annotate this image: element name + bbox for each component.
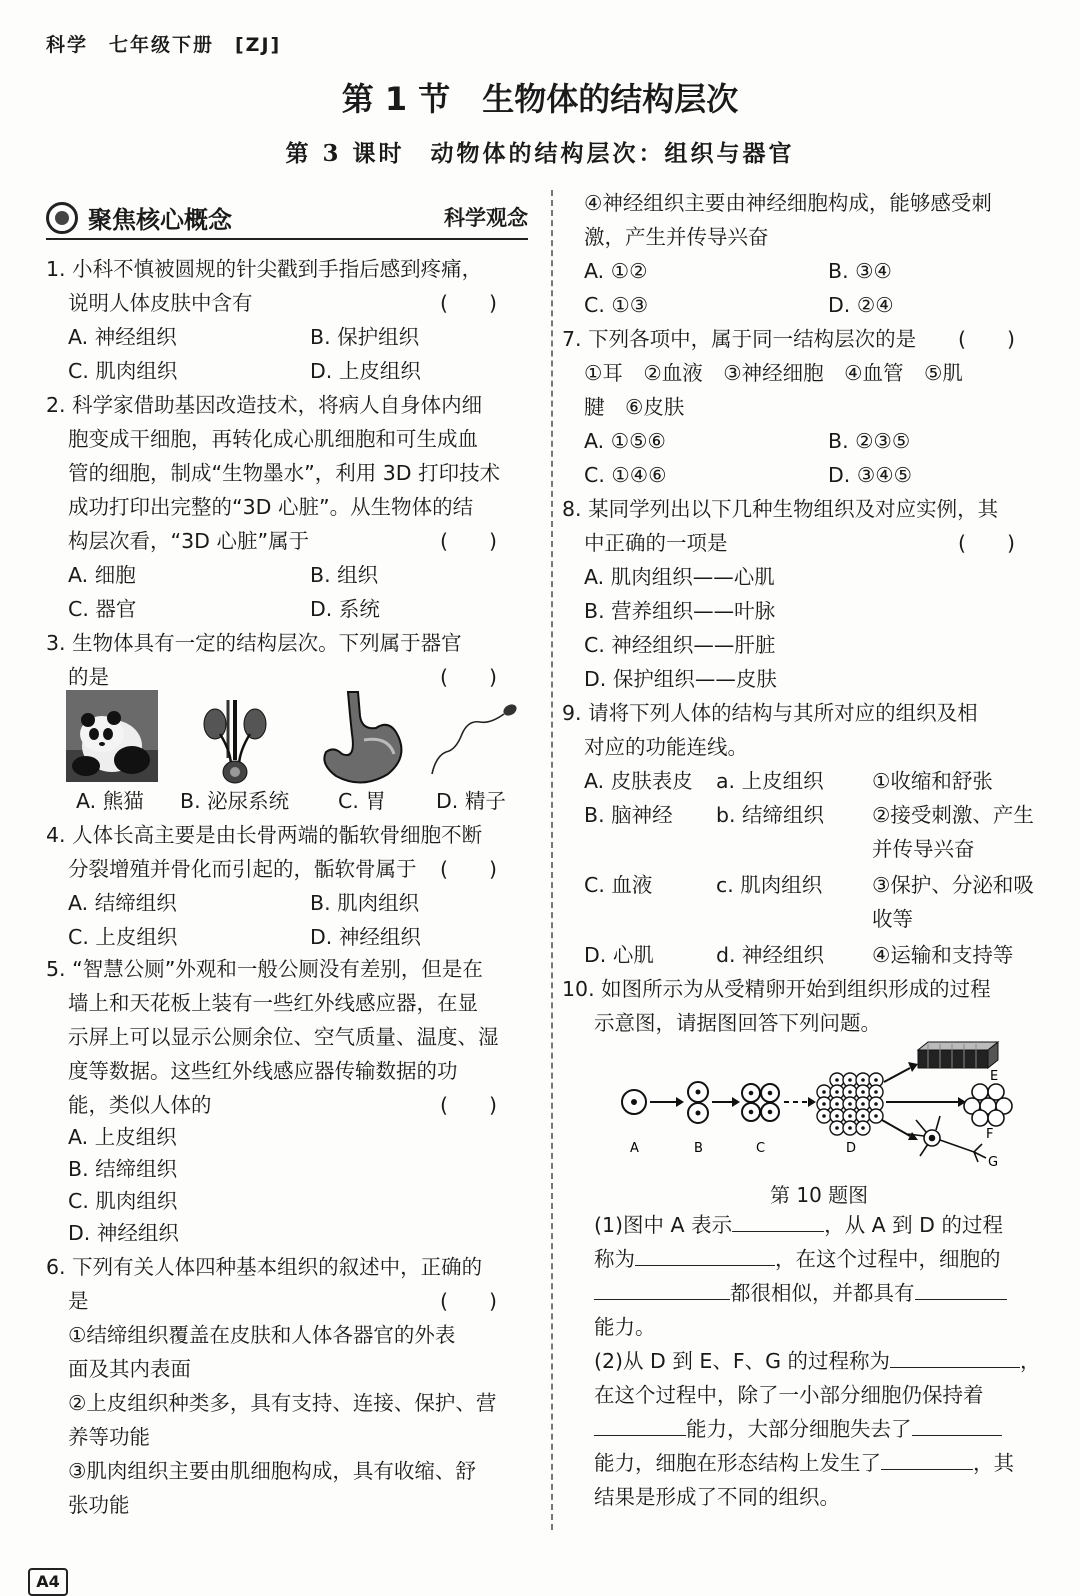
answer-blank[interactable] [732, 1209, 824, 1232]
q5-stem: 5. “智慧公厕”外观和一般公厕没有差别，但是在 [46, 957, 483, 981]
q3-stem: 的是 [68, 665, 109, 689]
q6-option-c: C. ①③ [584, 293, 649, 317]
cell-nucleus [848, 1078, 852, 1082]
q4-option-b: B. 肌肉组织 [310, 891, 420, 915]
q9-tissue: a. 上皮组织 [716, 769, 824, 793]
answer-blank[interactable] [881, 1447, 973, 1470]
q6-option-d: D. ②④ [828, 293, 894, 317]
fig-label-f: F [986, 1127, 994, 1142]
q6-statement-3: 张功能 [68, 1493, 130, 1517]
cell-nucleus [835, 1114, 839, 1118]
answer-blank[interactable] [890, 1345, 1020, 1368]
q2-stem: 构层次看，“3D 心脏”属于 [68, 529, 310, 553]
q7-option-d: D. ③④⑤ [828, 463, 912, 487]
cell-nucleus [848, 1102, 852, 1106]
q6-option-a: A. ①② [584, 259, 648, 283]
q7-items: ①耳 ②血液 ③神经细胞 ④血管 ⑤肌 [584, 361, 963, 385]
answer-blank[interactable] [635, 1243, 775, 1266]
cell-nucleus [861, 1114, 865, 1118]
q9-stem: 9. 请将下列人体的结构与其所对应的组织及相 [562, 701, 978, 725]
q9-structure: C. 血液 [584, 873, 653, 897]
q10-part2: 能力，细胞在形态结构上发生了 ，其 [594, 1446, 1014, 1480]
lesson-subtitle: 第 3 课时 动物体的结构层次：组织与器官 [285, 140, 795, 167]
q2-stem: 成功打印出完整的“3D 心脏”。从生物体的结 [68, 495, 474, 519]
cell-nucleus [822, 1114, 826, 1118]
q7-items: 腱 ⑥皮肤 [584, 395, 685, 419]
answer-paren[interactable]: ( ) [958, 531, 1015, 555]
figure-caption: 第 10 题图 [770, 1183, 869, 1207]
q8-option-c: C. 神经组织——肝脏 [584, 633, 776, 657]
cell-nucleus [848, 1126, 852, 1130]
q2-stem: 2. 科学家借助基因改造技术，将病人自身体内细 [46, 393, 483, 417]
q2-stem: 胞变成干细胞，再转化成心肌细胞和可生成血 [68, 427, 478, 451]
cell-nucleus [861, 1126, 865, 1130]
q7-option-a: A. ①⑤⑥ [584, 429, 666, 453]
q9-structure: D. 心肌 [584, 943, 654, 967]
four-cell-stage [742, 1084, 779, 1121]
q5-option-a: A. 上皮组织 [68, 1125, 177, 1149]
q8-option-a: A. 肌肉组织——心肌 [584, 565, 775, 589]
fig-label-c: C [756, 1141, 766, 1156]
q7-option-b: B. ②③⑤ [828, 429, 911, 453]
q6-stem: 是 [68, 1289, 89, 1313]
q9-function: ②接受刺激、产生 [872, 803, 1034, 827]
q3-option-d: D. 精子 [436, 789, 506, 813]
q6-statement-4: ④神经组织主要由神经细胞构成，能够感受刺 [584, 191, 992, 215]
cell-nucleus [874, 1102, 878, 1106]
q10-part2: 在这个过程中，除了一小部分细胞仍保持着 [594, 1383, 984, 1407]
answer-blank[interactable] [915, 1277, 1007, 1300]
q6-statement-3: ③肌肉组织主要由肌细胞构成，具有收缩、舒 [68, 1459, 476, 1483]
answer-paren[interactable]: ( ) [440, 857, 497, 881]
panda-picture [66, 690, 158, 782]
cell-nucleus [848, 1090, 852, 1094]
q9-function: ①收缩和舒张 [872, 769, 993, 793]
cell-cluster [817, 1073, 883, 1135]
q9-function: ③保护、分泌和吸 [872, 873, 1034, 897]
q9-tissue: c. 肌肉组织 [716, 873, 823, 897]
q5-option-b: B. 结缔组织 [68, 1157, 178, 1181]
q8-stem: 8. 某同学列出以下几种生物组织及对应实例，其 [562, 497, 999, 521]
cell-nucleus [874, 1114, 878, 1118]
q10-part1: 能力。 [594, 1315, 656, 1339]
q10-part1: 都很相似，并都具有 [594, 1276, 1007, 1310]
cell-nucleus [848, 1114, 852, 1118]
q4-option-c: C. 上皮组织 [68, 925, 178, 949]
q1-option-d: D. 上皮组织 [310, 359, 421, 383]
q10-stem: 示意图，请据图回答下列问题。 [594, 1011, 881, 1035]
answer-paren[interactable]: ( ) [440, 1093, 497, 1117]
q1-option-c: C. 肌肉组织 [68, 359, 178, 383]
q1-option-b: B. 保护组织 [310, 325, 420, 349]
q2-option-d: D. 系统 [310, 597, 380, 621]
sperm-picture [430, 700, 520, 780]
q5-stem: 度等数据。这些红外线感应器传输数据的功 [68, 1059, 458, 1083]
two-cell-stage [688, 1082, 708, 1123]
fig-label-b: B [694, 1141, 703, 1156]
q7-stem: 7. 下列各项中，属于同一结构层次的是 [562, 327, 917, 351]
q4-stem: 4. 人体长高主要是由长骨两端的骺软骨细胞不断 [46, 823, 483, 847]
banner-title: 聚焦核心概念 [88, 206, 232, 234]
cell-nucleus [835, 1078, 839, 1082]
q6-statement-1: ①结缔组织覆盖在皮肤和人体各器官的外表 [68, 1323, 456, 1347]
q10-stem: 10. 如图所示为从受精卵开始到组织形成的过程 [562, 977, 991, 1001]
section-title: 第 1 节 生物体的结构层次 [341, 80, 739, 118]
epithelial-cells [964, 1084, 1012, 1126]
cell-nucleus [861, 1078, 865, 1082]
q7-option-c: C. ①④⑥ [584, 463, 667, 487]
q5-stem: 墙上和天花板上装有一些红外线感应器，在显 [68, 991, 478, 1015]
muscle-tissue-block [918, 1042, 998, 1068]
page-number: A4 [28, 1568, 68, 1596]
q5-stem: 示屏上可以显示公厕余位、空气质量、温度、湿 [68, 1025, 499, 1049]
cell-nucleus [822, 1102, 826, 1106]
q2-option-c: C. 器官 [68, 597, 137, 621]
q3-stem: 3. 生物体具有一定的结构层次。下列属于器官 [46, 631, 462, 655]
q3-option-a: A. 熊猫 [76, 789, 144, 813]
q2-stem: 管的细胞，制成“生物墨水”，利用 3D 打印技术 [68, 461, 501, 485]
q3-option-c: C. 胃 [338, 789, 386, 813]
q6-statement-1: 面及其内表面 [68, 1357, 191, 1381]
q9-stem: 对应的功能连线。 [584, 735, 748, 759]
cell-nucleus [835, 1090, 839, 1094]
q9-structure: B. 脑神经 [584, 803, 673, 827]
fig-label-e: E [990, 1069, 999, 1084]
column-divider [551, 190, 553, 1530]
cell-nucleus [861, 1090, 865, 1094]
q10-part1: (1)图中 A 表示 ，从 A 到 D 的过程 [594, 1208, 1003, 1242]
q9-function: 并传导兴奋 [872, 837, 975, 861]
q4-stem: 分裂增殖并骨化而引起的，骺软骨属于 [68, 857, 417, 881]
banner-category: 科学观念 [444, 206, 528, 230]
q2-option-b: B. 组织 [310, 563, 379, 587]
q8-stem: 中正确的一项是 [584, 531, 728, 555]
q4-option-d: D. 神经组织 [310, 925, 421, 949]
answer-paren[interactable]: ( ) [440, 291, 497, 315]
answer-blank[interactable] [594, 1277, 730, 1300]
cell-nucleus [822, 1090, 826, 1094]
fig-label-d: D [846, 1141, 857, 1156]
q5-stem: 能，类似人体的 [68, 1093, 212, 1117]
q1-stem: 说明人体皮肤中含有 [68, 291, 253, 315]
target-icon [46, 202, 78, 234]
q1-option-a: A. 神经组织 [68, 325, 177, 349]
q9-function: ④运输和支持等 [872, 943, 1014, 967]
cell-nucleus [874, 1090, 878, 1094]
q6-stem: 6. 下列有关人体四种基本组织的叙述中，正确的 [46, 1255, 483, 1279]
q1-stem: 1. 小科不慎被圆规的针尖戳到手指后感到疼痛， [46, 257, 483, 281]
q9-structure: A. 皮肤表皮 [584, 769, 693, 793]
q6-statement-4: 激，产生并传导兴奋 [584, 225, 769, 249]
fig-label-g: G [988, 1155, 999, 1170]
q6-statement-2: ②上皮组织种类多，具有支持、连接、保护、营 [68, 1391, 497, 1415]
q5-option-d: D. 神经组织 [68, 1221, 179, 1245]
q10-part1: 称为 ，在这个过程中，细胞的 [594, 1242, 1001, 1276]
q8-option-d: D. 保护组织——皮肤 [584, 667, 777, 691]
q6-option-b: B. ③④ [828, 259, 892, 283]
answer-paren[interactable]: ( ) [440, 529, 497, 553]
header-subject: 科学 七年级下册 [ZJ] [46, 34, 282, 56]
q9-tissue: d. 神经组织 [716, 943, 825, 967]
q10-part2: 结果是形成了不同的组织。 [594, 1485, 840, 1509]
stomach-picture [318, 690, 410, 786]
answer-paren[interactable]: ( ) [440, 1289, 497, 1313]
section-banner [46, 198, 528, 240]
fig-label-a: A [630, 1141, 639, 1156]
cell-nucleus [861, 1102, 865, 1106]
q10-part2: (2)从 D 到 E、F、G 的过程称为 ， [594, 1344, 1041, 1378]
q9-tissue: b. 结缔组织 [716, 803, 825, 827]
q10-figure [610, 1040, 1030, 1172]
urinary-system-picture [200, 700, 270, 788]
answer-paren[interactable]: ( ) [958, 327, 1015, 351]
answer-blank[interactable] [912, 1413, 1002, 1436]
cell-nucleus [874, 1078, 878, 1082]
q4-option-a: A. 结缔组织 [68, 891, 177, 915]
q3-option-b: B. 泌尿系统 [180, 789, 290, 813]
cell-nucleus [835, 1126, 839, 1130]
cell-nucleus [835, 1102, 839, 1106]
q6-statement-2: 养等功能 [68, 1425, 150, 1449]
q8-option-b: B. 营养组织——叶脉 [584, 599, 776, 623]
answer-blank[interactable] [594, 1413, 686, 1436]
q10-part2: 能力，大部分细胞失去了 [594, 1412, 1002, 1446]
q5-option-c: C. 肌肉组织 [68, 1189, 178, 1213]
q2-option-a: A. 细胞 [68, 563, 136, 587]
q9-function: 收等 [872, 907, 913, 931]
answer-paren[interactable]: ( ) [440, 665, 497, 689]
